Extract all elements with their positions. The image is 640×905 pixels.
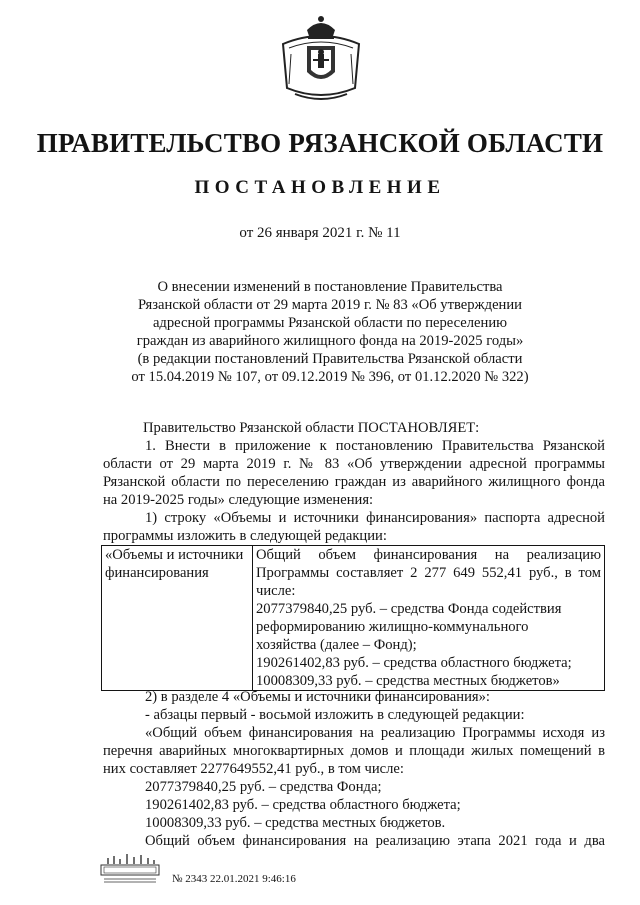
subject-line: граждан из аварийного жилищного фонда на 2019-2025 годы» [136, 333, 524, 349]
cell-line: 2077379840,25 руб. – средства Фонда содействия [256, 601, 562, 617]
paragraph-line: перечня аварийных многоквартирных домов и площади жилых помещений в [103, 743, 605, 759]
paragraph-line: области от 29 марта 2019 г. № 83 «Об утверждении адресной программы [103, 456, 605, 472]
paragraph-line: программы изложить в следующей редакции: [103, 528, 387, 544]
subject-line: адресной программы Рязанской области по переселению [152, 315, 508, 331]
table-cell-value [253, 546, 605, 691]
amount-line: 190261402,83 руб. – средства областного бюджета; [145, 797, 461, 813]
government-title: ПРАВИТЕЛЬСТВО РЯЗАНСКОЙ ОБЛАСТИ [36, 128, 604, 158]
cell-line: Программы составляет 2 277 649 552,41 руб., в том [256, 565, 601, 581]
coat-of-arms-icon [277, 14, 365, 106]
registration-stamp: № 2343 22.01.2021 9:46:16 [172, 873, 296, 885]
paragraph-line: 2) в разделе 4 «Объемы и источники финансирования»: [145, 689, 490, 705]
cell-line: 10008309,33 руб. – средства местных бюджетов» [256, 673, 560, 689]
decree-line: Правительство Рязанской области ПОСТАНОВЛЯЕТ: [143, 420, 480, 436]
cell-line: Общий объем финансирования на реализацию [256, 547, 601, 563]
amount-line: 2077379840,25 руб. – средства Фонда; [145, 779, 382, 795]
paragraph-line: них составляет 2277649552,41 руб., в том числе: [103, 761, 404, 777]
subject-line: от 15.04.2019 № 107, от 09.12.2019 № 396, от 01.12.2020 № 322) [131, 369, 529, 385]
subject-line: Рязанской области от 29 марта 2019 г. № 83 «Об утверждении [138, 297, 522, 313]
paragraph-line: Рязанской области по переселению граждан из аварийного жилищного фонда [103, 474, 605, 490]
table-cell-label [102, 546, 253, 691]
cell-line: «Объемы и источники [105, 547, 244, 563]
subject-line: О внесении изменений в постановление Правительства [157, 279, 503, 295]
paragraph-line: «Общий объем финансирования на реализацию Программы исходя из [145, 725, 605, 741]
paragraph-line: 1. Внести в приложение к постановлению Правительства Рязанской [145, 438, 605, 454]
cell-line: 190261402,83 руб. – средства областного бюджета; [256, 655, 572, 671]
document-date-number: от 26 января 2021 г. № 11 [239, 225, 401, 241]
paragraph-line: Общий объем финансирования на реализацию этапа 2021 года и два [145, 833, 605, 849]
cell-line: реформированию жилищно-коммунального [256, 619, 529, 635]
decree-block [103, 419, 605, 545]
document-type: ПОСТАНОВЛЕНИЕ [194, 177, 446, 198]
amendments-block [103, 688, 605, 850]
table-row [102, 546, 605, 691]
paragraph-line: - абзацы первый - восьмой изложить в следующей редакции: [145, 707, 525, 723]
paragraph-line: на 2019-2025 годы» следующие изменения: [103, 492, 374, 508]
subject-line: (в редакции постановлений Правительства Рязанской области [137, 351, 523, 367]
paragraph-line: 1) строку «Объемы и источники финансирования» паспорта адресной [145, 510, 605, 526]
registry-logo-icon [100, 851, 160, 885]
document-subject [100, 278, 560, 386]
amount-line: 10008309,33 руб. – средства местных бюджетов. [145, 815, 446, 831]
cell-line: финансирования [105, 565, 209, 581]
cell-line: числе: [256, 583, 296, 599]
funding-table [101, 545, 605, 691]
cell-line: хозяйства (далее – Фонд); [256, 637, 417, 653]
